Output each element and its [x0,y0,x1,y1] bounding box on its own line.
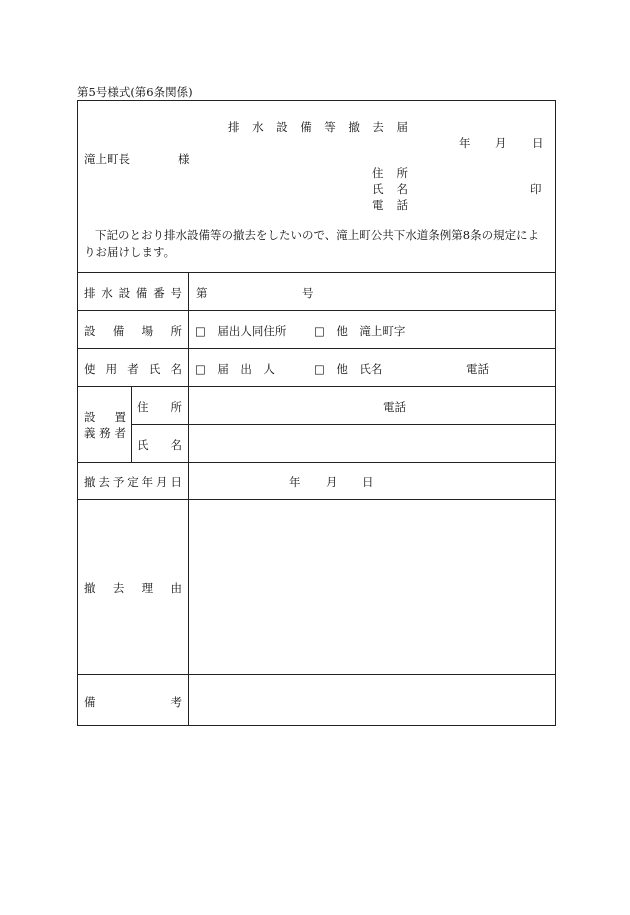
facility-number-suffix: 号 [302,286,314,300]
column-divider [188,272,189,726]
label-char: 義 [84,426,96,440]
label-char: 所 [170,400,182,414]
label-char: 氏 [372,182,384,196]
label-char: 設 [84,410,96,424]
obligor-label-top [84,409,126,425]
form-number: 第5号様式(第6条関係) [77,85,193,99]
addressee-honorific: 様 [178,152,190,166]
label-char: 使 [84,362,96,376]
user-applicant-option[interactable]: □ 届 出 人 [195,362,275,376]
applicant-address-label [372,165,408,181]
location-same-as-applicant-option[interactable]: □ 届出人同住所 [195,324,287,338]
label-char: 者 [127,362,139,376]
removal-notification-form [77,100,556,726]
label-char: 備 [84,695,96,709]
label-char: 設 [118,286,131,300]
label-char: 定 [127,475,139,489]
title-char: 備 [300,120,312,134]
label-char: 考 [170,695,182,709]
title-char: 去 [372,120,384,134]
label-char: 日 [170,475,182,489]
divider [78,499,555,500]
removal-date-year: 年 [289,475,301,489]
removal-date-day: 日 [362,475,374,489]
label-char: 由 [170,581,182,595]
label-char: 名 [170,362,182,376]
user-phone-label: 電話 [466,362,489,376]
title-char: 設 [276,120,288,134]
label-char: 者 [114,426,126,440]
title-char: 水 [252,120,264,134]
label-char: 話 [396,198,408,212]
label-char: 予 [112,475,125,489]
removal-date-label [84,474,182,490]
label-char: 理 [141,581,154,595]
removal-date-month: 月 [326,475,338,489]
obligor-address-label [137,399,182,415]
label-char: 置 [114,410,126,424]
label-char: 月 [156,475,168,489]
removal-reason-label [84,580,182,596]
applicant-name-label [372,181,408,197]
label-char: 氏 [137,438,149,452]
label-char: 氏 [148,362,161,376]
facility-number-label [84,285,182,301]
divider [78,674,555,675]
user-name-label [84,361,182,377]
title-char: 排 [228,120,240,134]
label-char: 設 [84,324,96,338]
divider [78,386,555,387]
date-year: 年 [459,136,471,150]
location-label [84,323,182,339]
label-char: 名 [170,438,182,452]
column-divider [131,386,132,462]
remarks-label [84,694,182,710]
label-char: 用 [105,362,118,376]
addressee-name: 滝上町長 [84,152,130,166]
label-char: 務 [99,426,111,440]
applicant-phone-label [372,197,408,213]
label-char: 撤 [84,475,96,489]
label-char: 備 [112,324,125,338]
label-char: 所 [170,324,182,338]
label-char: 場 [141,324,154,338]
obligor-name-label [137,437,182,453]
title-char: 撤 [348,120,360,134]
notification-statement: 下記のとおり排水設備等の撤去をしたいので、滝上町公共下水道条例第8条の規定によりお届けします。 [84,228,540,259]
title-char: 等 [324,120,336,134]
label-char: 去 [98,475,110,489]
label-char: 去 [112,581,125,595]
date-month: 月 [495,136,507,150]
date-day: 日 [532,136,544,150]
label-char: 所 [396,166,408,180]
label-char: 番 [153,286,165,300]
divider [78,348,555,349]
label-char: 住 [372,166,384,180]
divider [131,424,555,425]
label-char: 排 [84,286,96,300]
seal-mark: 印 [530,182,542,196]
label-char: 水 [101,286,113,300]
label-char: 名 [396,182,408,196]
obligor-phone-label: 電話 [383,400,406,414]
label-char: 号 [170,286,182,300]
obligor-label-bottom [84,425,126,441]
label-char: 備 [135,286,148,300]
facility-number-prefix: 第 [196,286,208,300]
label-char: 住 [137,400,149,414]
label-char: 電 [372,198,384,212]
divider [78,272,555,273]
form-title [228,119,408,135]
divider [78,310,555,311]
user-other-option[interactable]: □ 他 氏名 [314,362,383,376]
divider [78,462,555,463]
label-char: 年 [141,475,154,489]
title-char: 届 [396,120,408,134]
location-other-option[interactable]: □ 他 滝上町字 [314,324,406,338]
label-char: 撤 [84,581,96,595]
